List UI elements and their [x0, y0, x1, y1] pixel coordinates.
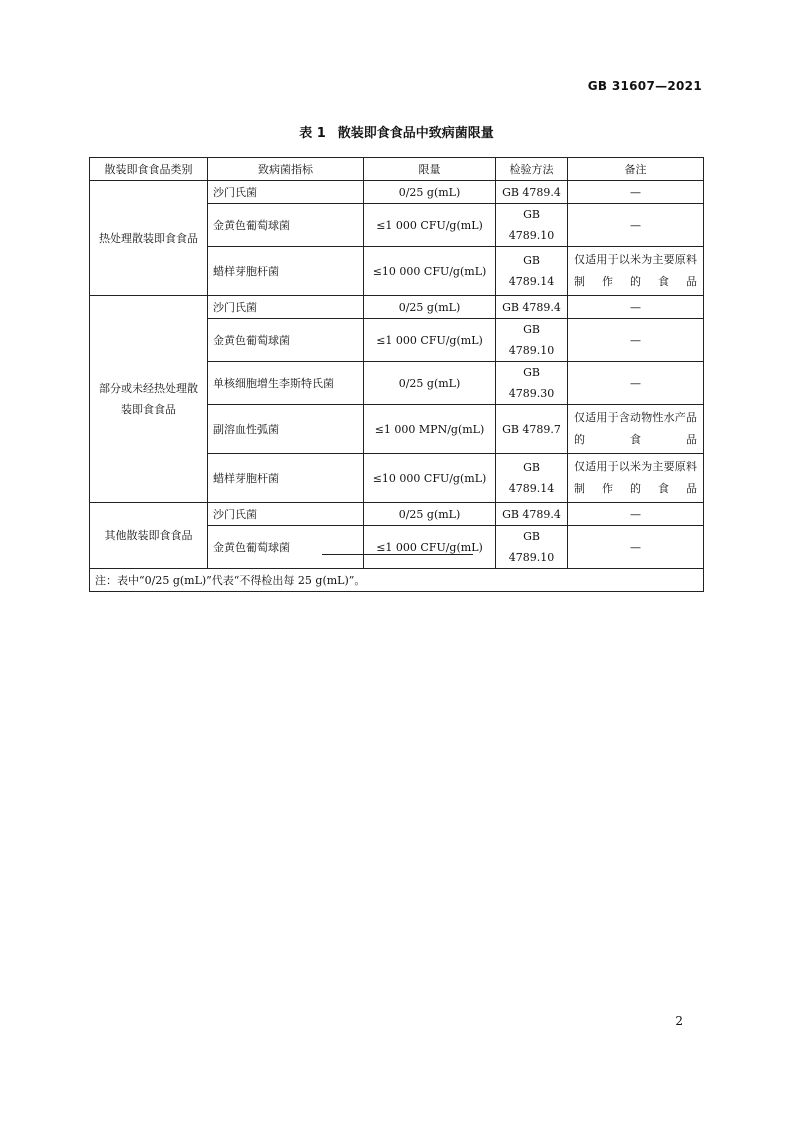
header-category: 散装即食食品类别 [90, 158, 208, 181]
table-row [90, 296, 704, 319]
method-cell: GB 4789.4 [496, 503, 568, 526]
remark-cell: — [568, 181, 704, 204]
table-header-row [90, 158, 704, 181]
method-cell: GB 4789.30 [496, 362, 568, 405]
limit-cell: ≤1 000 CFU/g(mL) [364, 319, 496, 362]
method-cell: GB 4789.4 [496, 296, 568, 319]
end-rule [322, 554, 473, 555]
note-row [90, 569, 704, 592]
category-cell: 其他散装即食食品 [90, 503, 208, 569]
limit-cell: ≤10 000 CFU/g(mL) [364, 454, 496, 503]
limit-cell: ≤1 000 CFU/g(mL) [364, 204, 496, 247]
indicator-cell: 金黄色葡萄球菌 [208, 204, 364, 247]
indicator-cell: 副溶血性弧菌 [208, 405, 364, 454]
remark-cell: — [568, 526, 704, 569]
category-cell: 部分或未经热处理散装即食食品 [90, 296, 208, 503]
standard-number: GB 31607—2021 [587, 79, 702, 93]
method-cell: GB 4789.10 [496, 204, 568, 247]
limit-cell: ≤1 000 CFU/g(mL) [364, 526, 496, 569]
indicator-cell: 沙门氏菌 [208, 296, 364, 319]
indicator-cell: 金黄色葡萄球菌 [208, 526, 364, 569]
indicator-cell: 蜡样芽胞杆菌 [208, 247, 364, 296]
indicator-cell: 单核细胞增生李斯特氏菌 [208, 362, 364, 405]
limit-cell: 0/25 g(mL) [364, 181, 496, 204]
indicator-cell: 沙门氏菌 [208, 181, 364, 204]
page-number: 2 [675, 1014, 683, 1028]
remark-cell: 仅适用于以米为主要原料制作的食品 [568, 454, 704, 503]
table-row [90, 503, 704, 526]
remark-cell: — [568, 296, 704, 319]
remark-cell: — [568, 503, 704, 526]
table-title [0, 122, 793, 141]
category-cell: 热处理散装即食食品 [90, 181, 208, 296]
table-row [90, 181, 704, 204]
limit-cell: 0/25 g(mL) [364, 362, 496, 405]
method-cell: GB 4789.10 [496, 526, 568, 569]
table-number: 表 1 [299, 126, 326, 141]
limit-cell: 0/25 g(mL) [364, 296, 496, 319]
remark-cell: 仅适用于含动物性水产品的食品 [568, 405, 704, 454]
header-limit: 限量 [364, 158, 496, 181]
indicator-cell: 金黄色葡萄球菌 [208, 319, 364, 362]
header-method: 检验方法 [496, 158, 568, 181]
remark-cell: — [568, 362, 704, 405]
indicator-cell: 蜡样芽胞杆菌 [208, 454, 364, 503]
pathogen-limits-table [89, 157, 704, 592]
limit-cell: ≤10 000 CFU/g(mL) [364, 247, 496, 296]
remark-cell: — [568, 204, 704, 247]
table-note: 注：表中“0/25 g(mL)”代表“不得检出每 25 g(mL)”。 [90, 569, 704, 592]
indicator-cell: 沙门氏菌 [208, 503, 364, 526]
header-remark: 备注 [568, 158, 704, 181]
header-indicator: 致病菌指标 [208, 158, 364, 181]
method-cell: GB 4789.10 [496, 319, 568, 362]
table-caption: 散装即食食品中致病菌限量 [337, 126, 494, 141]
limit-cell: 0/25 g(mL) [364, 503, 496, 526]
method-cell: GB 4789.7 [496, 405, 568, 454]
remark-cell: 仅适用于以米为主要原料制作的食品 [568, 247, 704, 296]
method-cell: GB 4789.14 [496, 247, 568, 296]
method-cell: GB 4789.14 [496, 454, 568, 503]
method-cell: GB 4789.4 [496, 181, 568, 204]
limit-cell: ≤1 000 MPN/g(mL) [364, 405, 496, 454]
remark-cell: — [568, 319, 704, 362]
